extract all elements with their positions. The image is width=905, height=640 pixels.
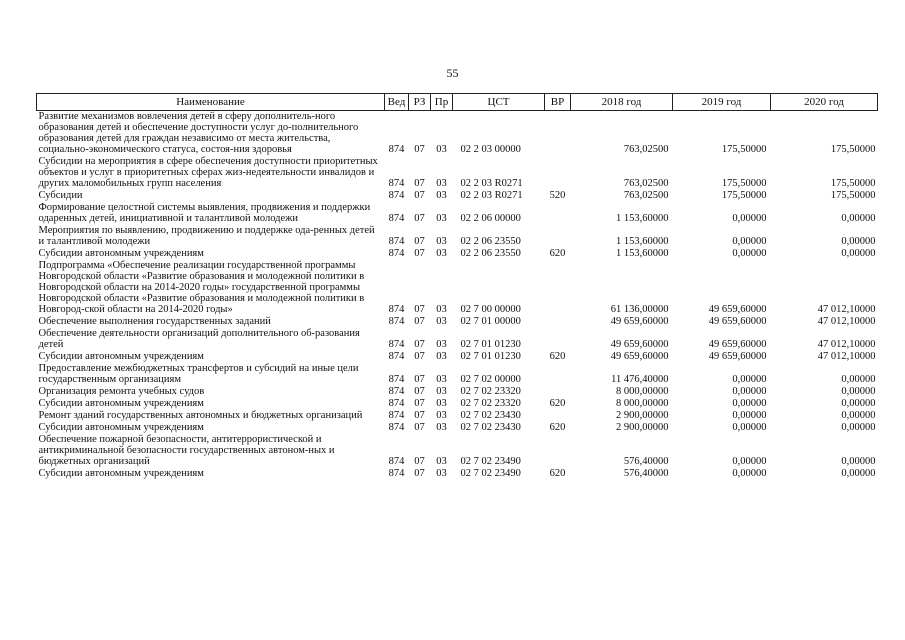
header-pr: Пр (431, 94, 453, 111)
row-vr (545, 328, 571, 351)
row-value-2019: 0,00000 (732, 398, 767, 409)
row-rz: 07 (414, 248, 425, 259)
row-value-2019: 0,00000 (732, 410, 767, 421)
row-cst: 02 7 01 01230 (460, 351, 521, 362)
row-value-2020: 0,00000 (841, 410, 876, 421)
row-value-2018: 576,40000 (623, 468, 669, 479)
table-row (37, 111, 878, 157)
row-vr: 620 (549, 398, 566, 409)
table-row (37, 202, 878, 225)
table-row (37, 363, 878, 386)
row-value-2018: 2 900,00000 (616, 410, 669, 421)
row-value-2020: 0,00000 (841, 422, 876, 433)
row-name: Мероприятия по выявлению, продвижению и поддержке ода-ренных детей и талантливой молодежи (38, 225, 375, 247)
row-pr: 03 (436, 410, 447, 421)
row-cst: 02 7 00 00000 (460, 304, 521, 315)
row-name: Субсидии автономным учреждениям (38, 351, 204, 362)
row-cst: 02 7 02 23320 (460, 386, 521, 397)
table-row (37, 468, 878, 480)
row-value-2018: 763,02500 (623, 144, 669, 155)
row-vr (545, 386, 571, 398)
header-name: Наименование (37, 94, 385, 111)
row-value-2018: 49 659,60000 (610, 351, 669, 362)
row-cst: 02 7 02 23430 (460, 410, 521, 421)
row-rz: 07 (414, 386, 425, 397)
row-name: Подпрограмма «Обеспечение реализации государственной программы Новгородской области «Развитие образования и молодежной политики в Новгородской области на 2014-2020 годы» государственной программы Новгородской области «Развитие образования и молодежной политики в Новгород-ской области на 2014-2020 годы» (38, 260, 365, 315)
row-rz: 07 (414, 316, 425, 327)
row-value-2020: 0,00000 (841, 248, 876, 259)
row-name: Организация ремонта учебных судов (38, 386, 205, 397)
row-rz: 07 (414, 339, 425, 350)
row-ved: 874 (388, 248, 405, 259)
row-value-2020: 0,00000 (841, 468, 876, 479)
row-pr: 03 (436, 316, 447, 327)
row-rz: 07 (414, 213, 425, 224)
page-number: 55 (446, 66, 459, 80)
row-value-2020: 0,00000 (841, 374, 876, 385)
row-value-2018: 8 000,00000 (616, 386, 669, 397)
row-vr: 620 (549, 468, 566, 479)
row-value-2020: 47 012,10000 (817, 351, 876, 362)
row-name: Обеспечение пожарной безопасности, антитеррористической и антикриминальной безопасности государственных автоном-ных и бюджетных организаций (38, 434, 335, 467)
row-cst: 02 2 03 R0271 (460, 178, 523, 189)
row-rz: 07 (414, 144, 425, 155)
row-vr: 620 (549, 351, 566, 362)
row-pr: 03 (436, 213, 447, 224)
row-rz: 07 (414, 422, 425, 433)
table-row (37, 351, 878, 363)
header-ved: Вед (385, 94, 409, 111)
row-value-2020: 47 012,10000 (817, 339, 876, 350)
row-cst: 02 7 02 23430 (460, 422, 521, 433)
row-cst: 02 2 06 23550 (460, 248, 521, 259)
row-ved: 874 (388, 386, 405, 397)
row-ved: 874 (388, 213, 405, 224)
row-value-2018: 8 000,00000 (616, 398, 669, 409)
row-pr: 03 (436, 248, 447, 259)
row-vr: 620 (549, 248, 566, 259)
row-cst: 02 2 03 00000 (460, 144, 521, 155)
row-rz: 07 (414, 456, 425, 467)
row-rz: 07 (414, 351, 425, 362)
row-name: Обеспечение деятельности организаций дополнительного об-разования детей (38, 328, 360, 350)
row-cst: 02 7 02 23490 (460, 468, 521, 479)
table-row (37, 386, 878, 398)
row-value-2020: 47 012,10000 (817, 304, 876, 315)
table-row (37, 225, 878, 248)
row-pr: 03 (436, 178, 447, 189)
row-vr: 520 (549, 190, 566, 201)
row-pr: 03 (436, 304, 447, 315)
row-rz: 07 (414, 178, 425, 189)
row-pr: 03 (436, 422, 447, 433)
row-vr (545, 410, 571, 422)
row-name: Субсидии (38, 190, 83, 201)
budget-table (36, 93, 878, 480)
row-cst: 02 7 02 23320 (460, 398, 521, 409)
row-value-2019: 0,00000 (732, 456, 767, 467)
row-cst: 02 2 03 R0271 (460, 190, 523, 201)
table-row (37, 316, 878, 328)
row-value-2019: 49 659,60000 (708, 304, 767, 315)
row-pr: 03 (436, 398, 447, 409)
row-pr: 03 (436, 386, 447, 397)
row-value-2019: 0,00000 (732, 374, 767, 385)
row-value-2018: 576,40000 (623, 456, 669, 467)
row-value-2020: 175,50000 (830, 178, 876, 189)
row-name: Формирование целостной системы выявления, продвижения и поддержки одаренных детей, инициативной и талантливой молодежи (38, 202, 371, 224)
row-value-2019: 175,50000 (721, 190, 767, 201)
row-rz: 07 (414, 190, 425, 201)
row-name: Развитие механизмов вовлечения детей в сферу дополнитель-ного образования детей и обеспечение доступности услуг до-полнительного образования детей для граждан независимо от места жительства, социально-экономического статуса, состоя-ния здоровья (38, 111, 359, 155)
row-ved: 874 (388, 398, 405, 409)
row-value-2019: 175,50000 (721, 178, 767, 189)
row-value-2020: 0,00000 (841, 236, 876, 247)
row-ved: 874 (388, 468, 405, 479)
row-rz: 07 (414, 304, 425, 315)
header-2018: 2018 год (571, 94, 673, 111)
row-value-2018: 763,02500 (623, 178, 669, 189)
table-row (37, 410, 878, 422)
row-name: Субсидии автономным учреждениям (38, 422, 204, 433)
row-vr (545, 434, 571, 468)
row-vr: 620 (549, 422, 566, 433)
row-ved: 874 (388, 304, 405, 315)
row-pr: 03 (436, 190, 447, 201)
header-rz: РЗ (409, 94, 431, 111)
row-ved: 874 (388, 456, 405, 467)
row-rz: 07 (414, 398, 425, 409)
row-name: Предоставление межбюджетных трансфертов и субсидий на иные цели государственным организациям (38, 363, 359, 385)
header-vr: ВР (545, 94, 571, 111)
row-cst: 02 7 02 23490 (460, 456, 521, 467)
row-name: Обеспечение выполнения государственных заданий (38, 316, 271, 327)
row-vr (545, 260, 571, 316)
row-name: Ремонт зданий государственных автономных и бюджетных организаций (38, 410, 363, 421)
row-ved: 874 (388, 422, 405, 433)
row-ved: 874 (388, 316, 405, 327)
row-ved: 874 (388, 190, 405, 201)
row-pr: 03 (436, 374, 447, 385)
header-2020: 2020 год (771, 94, 878, 111)
row-rz: 07 (414, 468, 425, 479)
row-value-2020: 175,50000 (830, 144, 876, 155)
row-value-2018: 49 659,60000 (610, 316, 669, 327)
row-vr (545, 225, 571, 248)
row-value-2019: 49 659,60000 (708, 316, 767, 327)
row-name: Субсидии на мероприятия в сфере обеспечения доступности приоритетных объектов и услуг в приоритетных сферах жиз-недеятельности инвалидов и других маломобильных групп населения (38, 156, 378, 189)
row-vr (545, 363, 571, 386)
row-pr: 03 (436, 351, 447, 362)
row-value-2018: 1 153,60000 (616, 236, 669, 247)
table-row (37, 328, 878, 351)
row-cst: 02 7 01 01230 (460, 339, 521, 350)
row-vr (545, 202, 571, 225)
table-row (37, 190, 878, 202)
row-name: Субсидии автономным учреждениям (38, 248, 204, 259)
row-value-2019: 0,00000 (732, 422, 767, 433)
row-ved: 874 (388, 374, 405, 385)
row-pr: 03 (436, 236, 447, 247)
row-pr: 03 (436, 339, 447, 350)
table-row (37, 398, 878, 410)
row-vr (545, 111, 571, 157)
row-ved: 874 (388, 178, 405, 189)
table-row (37, 260, 878, 316)
row-rz: 07 (414, 374, 425, 385)
row-value-2020: 0,00000 (841, 456, 876, 467)
row-value-2020: 0,00000 (841, 386, 876, 397)
row-vr (545, 156, 571, 190)
row-value-2019: 0,00000 (732, 236, 767, 247)
table-row (37, 422, 878, 434)
row-value-2020: 0,00000 (841, 213, 876, 224)
row-pr: 03 (436, 144, 447, 155)
row-rz: 07 (414, 410, 425, 421)
row-value-2019: 49 659,60000 (708, 351, 767, 362)
table-header (37, 94, 878, 111)
row-value-2018: 49 659,60000 (610, 339, 669, 350)
row-value-2018: 763,02500 (623, 190, 669, 201)
table-row (37, 156, 878, 190)
row-value-2019: 0,00000 (732, 248, 767, 259)
row-value-2019: 0,00000 (732, 213, 767, 224)
row-value-2019: 0,00000 (732, 468, 767, 479)
row-value-2019: 49 659,60000 (708, 339, 767, 350)
row-cst: 02 2 06 00000 (460, 213, 521, 224)
row-value-2018: 1 153,60000 (616, 248, 669, 259)
table-row (37, 248, 878, 260)
row-pr: 03 (436, 456, 447, 467)
row-value-2018: 61 136,00000 (610, 304, 669, 315)
row-name: Субсидии автономным учреждениям (38, 398, 204, 409)
row-value-2019: 0,00000 (732, 386, 767, 397)
table-row (37, 434, 878, 468)
row-ved: 874 (388, 339, 405, 350)
row-ved: 874 (388, 236, 405, 247)
row-cst: 02 7 01 00000 (460, 316, 521, 327)
row-value-2020: 0,00000 (841, 398, 876, 409)
row-value-2018: 2 900,00000 (616, 422, 669, 433)
header-cst: ЦСТ (453, 94, 545, 111)
row-rz: 07 (414, 236, 425, 247)
row-cst: 02 7 02 00000 (460, 374, 521, 385)
row-name: Субсидии автономным учреждениям (38, 468, 204, 479)
row-value-2018: 11 476,40000 (611, 374, 669, 385)
row-value-2018: 1 153,60000 (616, 213, 669, 224)
row-ved: 874 (388, 351, 405, 362)
row-value-2019: 175,50000 (721, 144, 767, 155)
header-2019: 2019 год (673, 94, 771, 111)
header-row (37, 94, 878, 111)
row-vr (545, 316, 571, 328)
row-pr: 03 (436, 468, 447, 479)
table-body (37, 111, 878, 481)
row-ved: 874 (388, 410, 405, 421)
row-cst: 02 2 06 23550 (460, 236, 521, 247)
row-ved: 874 (388, 144, 405, 155)
row-value-2020: 47 012,10000 (817, 316, 876, 327)
row-value-2020: 175,50000 (830, 190, 876, 201)
